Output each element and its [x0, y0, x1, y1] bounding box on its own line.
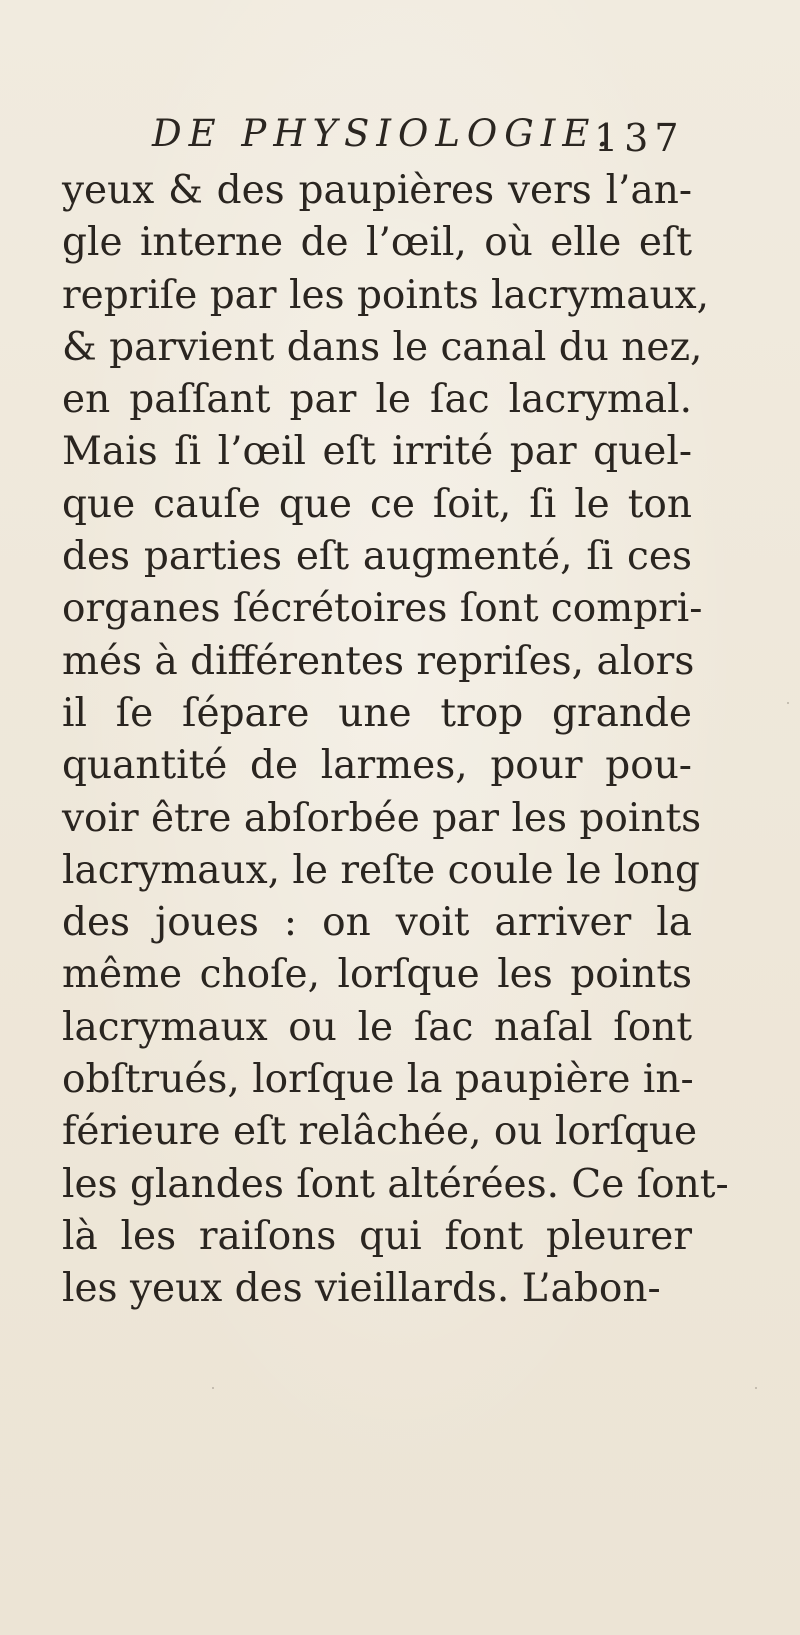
- paper-speck: [787, 702, 789, 704]
- text-line: lacrymaux ou le ſac naſal ſont: [62, 1004, 692, 1050]
- text-line: même choſe, lorſque les points: [62, 952, 692, 998]
- text-line: des joues : on voit arriver la: [62, 900, 692, 946]
- text-line: repriſe par les points lacrymaux,: [62, 272, 710, 318]
- text-line: & parvient dans le canal du nez,: [62, 324, 703, 370]
- text-line: les yeux des vieillards. L’abon-: [62, 1266, 661, 1312]
- text-line: là les raiſons qui font pleurer: [62, 1213, 692, 1259]
- text-line: des parties eſt augmenté, ſi ces: [62, 534, 692, 580]
- text-line: obſtrués, lorſque la paupière in-: [62, 1057, 694, 1103]
- text-line: yeux & des paupières vers l’an-: [62, 168, 692, 213]
- paper-speck: [212, 1387, 214, 1389]
- text-line: Mais ſi l’œil eſt irrité par quel-: [62, 429, 692, 475]
- text-line: lacrymaux, le reſte coule le long: [62, 847, 701, 893]
- page-header: [0, 112, 800, 172]
- text-line: organes ſécrétoires ſont compri-: [62, 586, 703, 632]
- text-line: les glandes ſont altérées. Ce ſont-: [62, 1161, 729, 1207]
- text-line: en paſſant par le ſac lacrymal.: [62, 377, 692, 423]
- text-line: il ſe ſépare une trop grande: [62, 690, 692, 736]
- text-line: quantité de larmes, pour pou-: [62, 743, 692, 789]
- text-line: férieure eſt relâchée, ou lorſque: [62, 1109, 698, 1155]
- text-line: que cauſe que ce ſoit, ſi le ton: [62, 481, 692, 527]
- text-line: voir être abſorbée par les points: [62, 795, 702, 841]
- paper-speck: [755, 1387, 757, 1389]
- page-number: 137: [594, 116, 685, 160]
- body-text: [62, 165, 729, 1316]
- running-title: DE PHYSIOLOGIE.: [152, 112, 616, 155]
- text-line: més à différentes repriſes, alors: [62, 638, 695, 684]
- text-line: gle interne de l’œil, où elle eſt: [62, 220, 692, 266]
